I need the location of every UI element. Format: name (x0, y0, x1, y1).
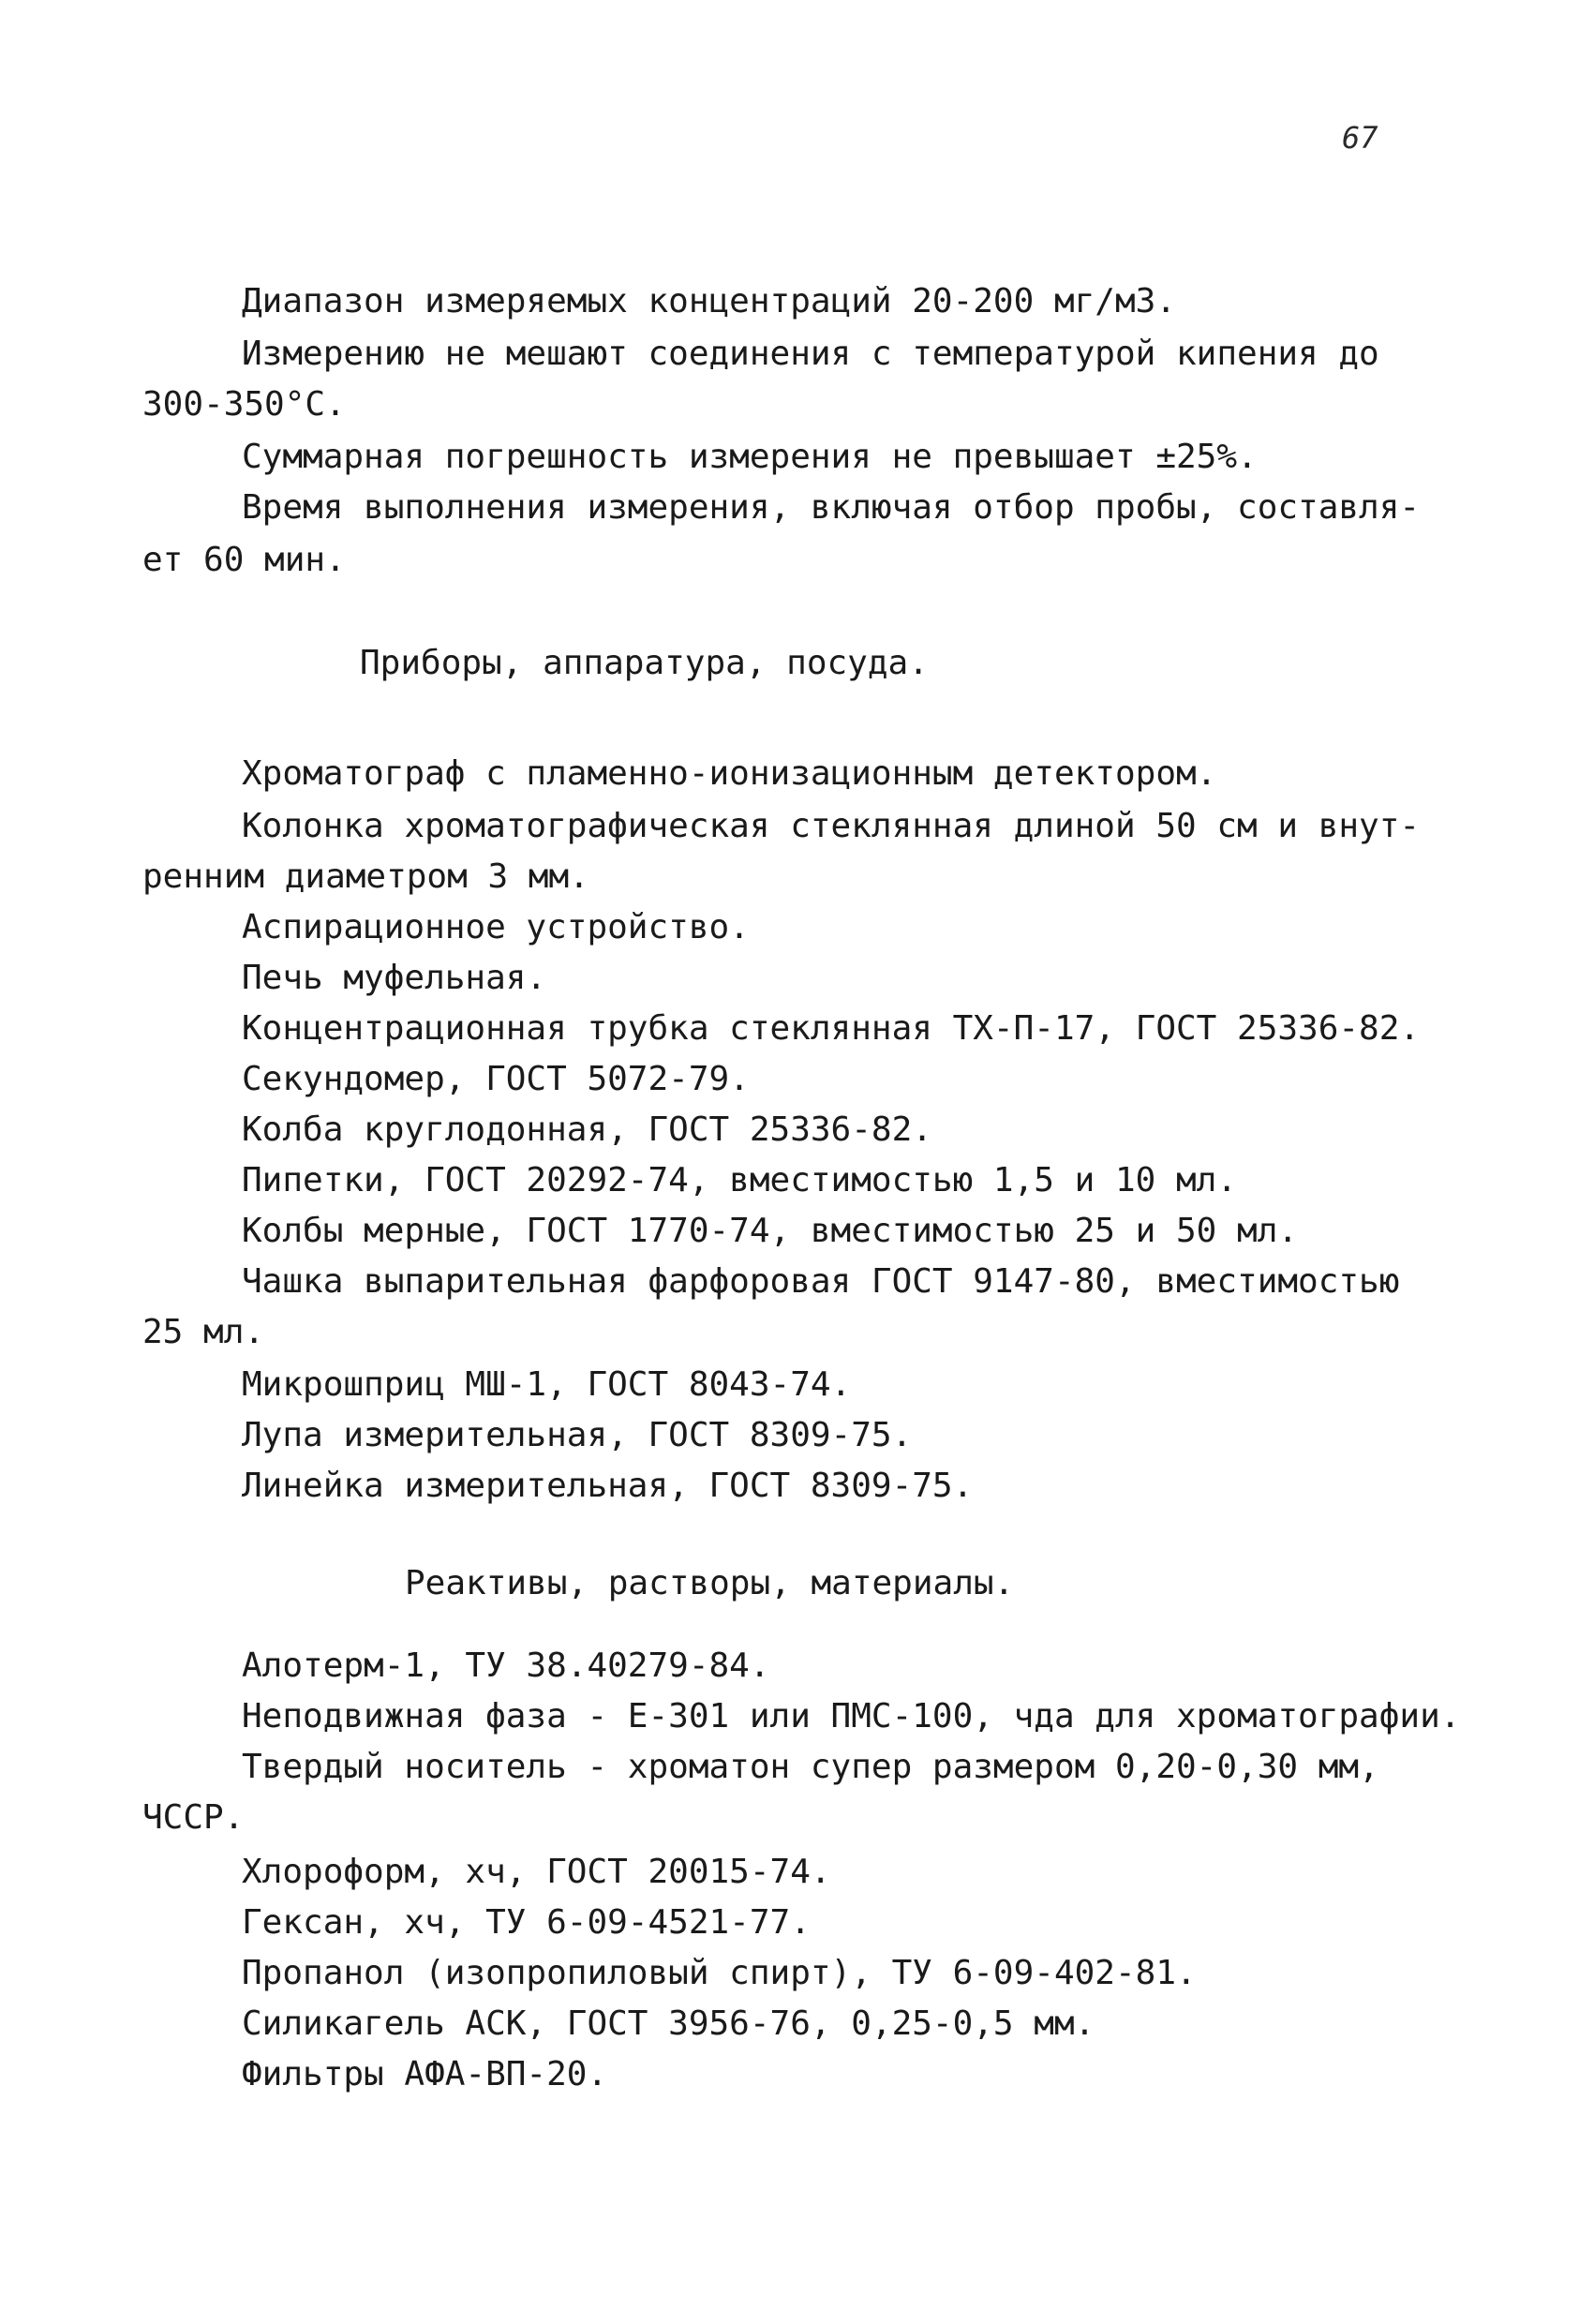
instrument-line: Чашка выпарительная фарфоровая ГОСТ 9147-80, вместимостью (242, 1262, 1400, 1301)
reagents-heading: Реактивы, растворы, материалы. (405, 1564, 1015, 1602)
reagent-line: Пропанол (изопропиловый спирт), ТУ 6-09-402-81. (242, 1954, 1197, 1992)
instrument-line: Колбы мерные, ГОСТ 1770-74, вместимостью 25 и 50 мл. (242, 1212, 1299, 1250)
reagent-line: Твердый носитель - хроматон супер размером 0,20-0,30 мм, (242, 1748, 1379, 1786)
intro-time-line-2: ет 60 мин. (142, 541, 346, 579)
intro-time-line-1: Время выполнения измерения, включая отбор пробы, составля- (242, 488, 1421, 527)
intro-interference-line-2: 300-350°С. (142, 385, 346, 424)
instrument-line: Лупа измерительная, ГОСТ 8309-75. (242, 1416, 913, 1454)
instruments-heading: Приборы, аппаратура, посуда. (360, 644, 929, 682)
instrument-line: Концентрационная трубка стеклянная ТХ-П-17, ГОСТ 25336-82. (242, 1009, 1421, 1048)
instrument-line: 25 мл. (142, 1313, 265, 1351)
reagent-line: Гексан, хч, ТУ 6-09-4521-77. (242, 1903, 811, 1942)
instrument-line: Аспирационное устройство. (242, 908, 750, 946)
intro-interference-line-1: Измерению не мешают соединения с температурой кипения до (242, 335, 1379, 373)
reagent-line: ЧССР. (142, 1798, 245, 1837)
instrument-line: ренним диаметром 3 мм. (142, 857, 589, 896)
reagent-line: Силикагель АСК, ГОСТ 3956-76, 0,25-0,5 мм. (242, 2004, 1095, 2043)
instrument-line: Печь муфельная. (242, 959, 547, 997)
instrument-line: Секундомер, ГОСТ 5072-79. (242, 1060, 750, 1098)
instrument-line: Линейка измерительная, ГОСТ 8309-75. (242, 1467, 974, 1505)
intro-range-line: Диапазон измеряемых концентраций 20-200 мг/м3. (242, 282, 1176, 320)
reagent-line: Неподвижная фаза - Е-301 или ПМС-100, чда для хроматографии. (242, 1697, 1461, 1736)
instrument-line: Микрошприц МШ-1, ГОСТ 8043-74. (242, 1365, 852, 1404)
instrument-line: Колба круглодонная, ГОСТ 25336-82. (242, 1110, 932, 1149)
page-number: 67 (1342, 120, 1378, 156)
instrument-line: Хроматограф с пламенно-ионизационным детектором. (242, 754, 1217, 793)
reagent-line: Хлороформ, хч, ГОСТ 20015-74. (242, 1853, 831, 1891)
reagent-line: Алотерм-1, ТУ 38.40279-84. (242, 1646, 770, 1685)
instrument-line: Колонка хроматографическая стеклянная длиной 50 см и внут- (242, 807, 1421, 845)
intro-error-line: Суммарная погрешность измерения не превышает ±25%. (242, 438, 1258, 476)
instrument-line: Пипетки, ГОСТ 20292-74, вместимостью 1,5 и 10 мл. (242, 1161, 1238, 1199)
reagent-line: Фильтры АФА-ВП-20. (242, 2055, 608, 2093)
